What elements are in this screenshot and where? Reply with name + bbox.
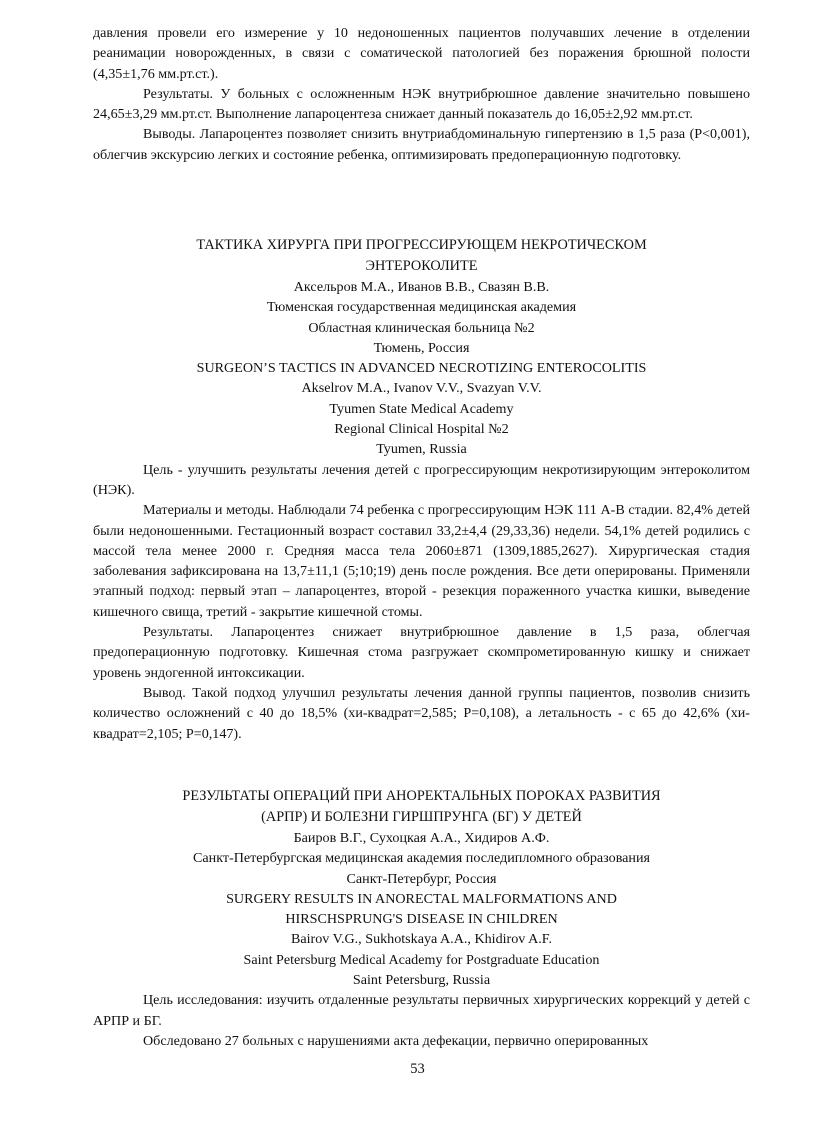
affiliation-en: Regional Clinical Hospital №2 [334, 421, 509, 438]
authors-ru: Аксельров М.А., Иванов В.В., Свазян В.В. [293, 279, 550, 295]
body-paragraph: Результаты. Лапароцентез снижает внутрибрюшное давление в 1,5 раза, облегчая предоперационную подготовку. Кишечная стома разгружает скомпрометированную кишку и снижает уровень эндогенной интоксикации. [93, 624, 750, 681]
article-necrotizing-enterocolitis [93, 235, 750, 744]
article-title-ru-line2: (АРПР) И БОЛЕЗНИ ГИРШПРУНГА (БГ) У ДЕТЕЙ [261, 809, 582, 825]
affiliation-ru: Санкт-Петербургская медицинская академия последипломного образования [193, 850, 650, 867]
affiliation-en: Tyumen State Medical Academy [329, 400, 514, 417]
article-title-ru-line2: ЭНТЕРОКОЛИТЕ [365, 258, 478, 274]
authors-en: Bairov V.G., Sukhotskaya A.A., Khidirov A.F. [290, 931, 553, 948]
city-ru: Санкт-Петербург, Россия [346, 870, 497, 887]
body-paragraph: Обследовано 27 больных с нарушениями акта дефекации, первично оперированных [143, 1032, 649, 1049]
body-paragraph: Материалы и методы. Наблюдали 74 ребенка с прогрессирующим НЭК 111 А-В стадии. 82,4% детей были недоношенными. Гестационный возраст составил 33,2±4,4 (29,33,36) недели. 54,1% детей родились с массой тела менее 2000 г. Средняя масса тела 2060±871 (1309,1885,2627). Хирургическая стадия заболевания зафиксирована на 13,7±11,1 (5;10;19) день после рождения. Все дети оперированы. Применяли этапный подход: первый этап – лапароцентез, второй - резекция пораженного участка кишки, выведение кишечного свища, третий - закрытие кишечной стомы. [93, 502, 750, 620]
article-title-ru: ТАКТИКА ХИРУРГА ПРИ ПРОГРЕССИРУЮЩЕМ НЕКРОТИЧЕСКОМ [196, 237, 647, 253]
affiliation-en: Saint Petersburg Medical Academy for Postgraduate Education [243, 951, 600, 968]
city-en: Tyumen, Russia [376, 441, 467, 458]
article-title-en-line2: HIRSCHSPRUNG'S DISEASE IN CHILDREN [285, 911, 558, 928]
affiliation-ru: Тюменская государственная медицинская академия [266, 299, 577, 316]
affiliation-ru: Областная клиническая больница №2 [308, 319, 535, 336]
article-title-en: SURGERY RESULTS IN ANORECTAL MALFORMATIONS AND [226, 890, 617, 907]
authors-en: Akselrov M.A., Ivanov V.V., Svazyan V.V. [301, 380, 542, 397]
article-title-en: SURGEON’S TACTICS IN ADVANCED NECROTIZING ENTEROCOLITIS [196, 360, 647, 377]
body-paragraph: Цель исследования: изучить отдаленные результаты первичных хирургических коррекций у детей с АРПР и БГ. [93, 992, 750, 1029]
article-title-ru: РЕЗУЛЬТАТЫ ОПЕРАЦИЙ ПРИ АНОРЕКТАЛЬНЫХ ПОРОКАХ РАЗВИТИЯ [182, 788, 661, 804]
body-paragraph: Вывод. Такой подход улучшил результаты лечения данной группы пациентов, позволив снизить количество осложнений с 40 до 18,5% (хи-квадрат=2,585; P=0,108), а летальность - с 65 до 42,6% (хи-квадрат=2,105; P=0,147). [93, 684, 750, 742]
authors-ru: Баиров В.Г., Сухоцкая А.А., Хидиров А.Ф. [293, 830, 550, 846]
body-paragraph: Выводы. Лапароцентез позволяет снизить внутриабдоминальную гипертензию в 1,5 раза (P<0,001), облегчив экскурсию легких и состояние ребенка, оптимизировать предоперационную подготовку. [93, 126, 750, 163]
article-anorectal-malformations [93, 786, 750, 1051]
previous-article-continuation [93, 23, 750, 165]
body-paragraph: Цель - улучшить результаты лечения детей с прогрессирующим некротизирующим энтероколитом (НЭК). [93, 461, 750, 498]
body-paragraph: давления провели его измерение у 10 недоношенных пациентов получавших лечение в отделении реанимации новорожденных, в связи с соматической патологией без поражения брюшной полости (4,35±1,76 мм.рт.ст.). [93, 25, 750, 82]
body-paragraph: Результаты. У больных с осложненным НЭК внутрибрюшное давление значительно повышено 24,65±3,29 мм.рт.ст. Выполнение лапароцентеза снижает данный показатель до 16,05±2,92 мм.рт.ст. [93, 85, 750, 123]
city-ru: Тюмень, Россия [373, 339, 470, 356]
city-en: Saint Petersburg, Russia [352, 972, 491, 989]
page-number: 53 [410, 1061, 425, 1077]
